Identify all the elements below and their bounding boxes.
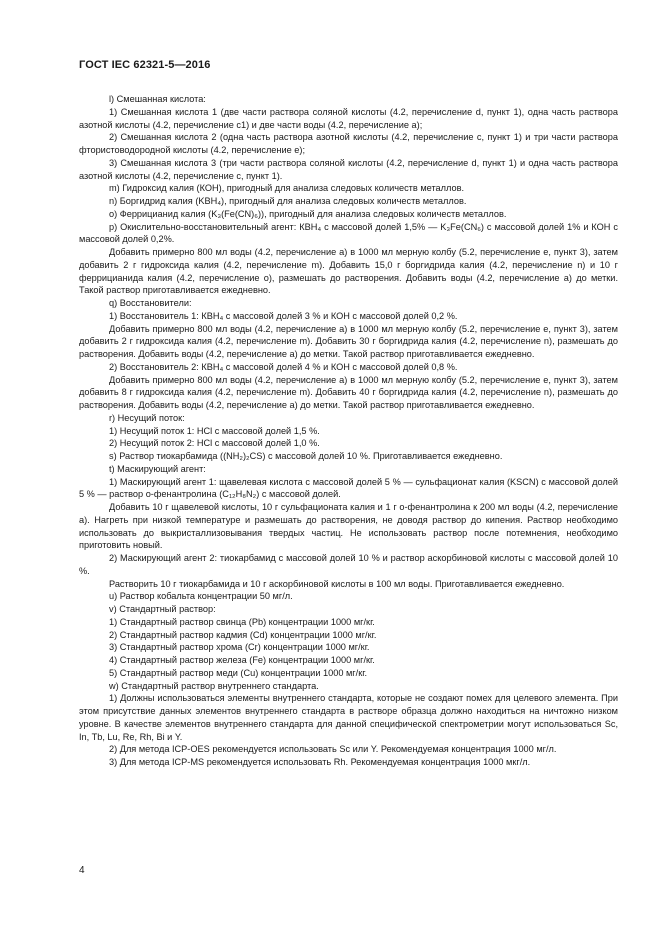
paragraph: 2) Смешанная кислота 2 (одна часть раствора азотной кислоты (4.2, перечисление с, пункт 1) и три части раствора фтористоводородной кислоты (4.2, перечисление е); — [79, 132, 618, 155]
paragraph: 3) Стандартный раствор хрома (Cr) концентрации 1000 мг/кг. — [109, 642, 370, 653]
document-header: ГОСТ IEC 62321-5—2016 — [79, 59, 211, 71]
page-number: 4 — [79, 865, 85, 876]
paragraph: Добавить примерно 800 мл воды (4.2, перечисление а) в 1000 мл мерную колбу (5.2, перечисление е, пункт 3), затем добавить 2 г гидроксида калия (4.2, перечисление m). Добавить 15,0 г боргидрида калия (4.2, перечисление n) и 10 г феррицианида калия (4.2, перечисление о), размешать до растворения. Добавить воды (4.2, перечисление а) до метки. Такой раствор приготавливается ежедневно. — [79, 247, 618, 296]
paragraph: w) Стандартный раствор внутреннего стандарта. — [109, 680, 319, 691]
paragraph: 2) Стандартный раствор кадмия (Cd) концентрации 1000 мг/кг. — [109, 629, 377, 640]
paragraph: 1) Восстановитель 1: КВН₄ с массовой долей 3 % и КОН с массовой долей 0,2 %. — [109, 310, 458, 321]
paragraph: r) Несущий поток: — [109, 412, 185, 423]
paragraph: q) Восстановители: — [109, 298, 192, 308]
paragraph: Растворить 10 г тиокарбамида и 10 г аскорбиновой кислоты в 100 мл воды. Приготавливается ежедневно. — [109, 578, 565, 589]
paragraph: 2) Восстановитель 2: КВН₄ с массовой долей 4 % и КОН с массовой долей 0,8 %. — [109, 361, 458, 372]
paragraph: 1) Должны использоваться элементы внутреннего стандарта, которые не создают помех для целевого элемента. При этом присутствие данных элементов внутреннего стандарта в растворе образца должно находиться на ничтожно низком уровне. В качестве элементов внутреннего стандарта для данной специфической спектрометрии могут использоваться Sc, In, Tb, Lu, Re, Rh, Bi и Y. — [79, 693, 618, 742]
paragraph: v) Стандартный раствор: — [109, 604, 216, 614]
paragraph: 3) Смешанная кислота 3 (три части раствора соляной кислоты (4.2, перечисление d, пункт 1) и одна часть раствора азотной кислоты (4.2, перечисление с, пункт 1). — [79, 157, 618, 181]
paragraph: р) Окислительно-восстановительный агент: КВН₄ с массовой долей 1,5% — K₃Fe(CN₆) с массовой долей 1% и КОН с массовой долей 0,2%. — [79, 221, 618, 245]
paragraph: 4) Стандартный раствор железа (Fe) концентрации 1000 мг/кг. — [109, 655, 375, 665]
paragraph: 1) Смешанная кислота 1 (две части раствора соляной кислоты (4.2, перечисление d, пункт 1), одна часть раствора азотной кислоты (4.2, перечисление с1) и две части воды (4.2, перечисление а); — [79, 106, 618, 130]
paragraph: Добавить 10 г щавелевой кислоты, 10 г сульфационата калия и 1 г о-фенантролина к 200 мл воды (4.2, перечисление а). Нагреть при низкой температуре и размешать до растворения, не доводя раствор до кипения. Раствор необходимо использовать до выкристаллизовывания твердых частиц. Не использовать раствор после потемнения, необходимо приготовить новый. — [79, 502, 618, 551]
paragraph: s) Раствор тиокарбамида ((NH₂)₂CS) с массовой долей 10 %. Приготавливается ежедневно. — [109, 451, 503, 461]
document-body — [79, 93, 618, 769]
paragraph: о) Феррицианид калия (K₃(Fe(CN)₆)), пригодный для анализа следовых количеств металлов. — [109, 208, 507, 219]
paragraph: Добавить примерно 800 мл воды (4.2, перечисление а) в 1000 мл мерную колбу (5.2, перечисление е, пункт 3), затем добавить 8 г гидроксида калия (4.2, перечисление m). Добавить 40 г боргидрида калия (4.2, перечисление n), размешать до растворения. Добавить воды (4.2, перечисление а) до метки. Такой раствор приготавливается ежедневно. — [79, 374, 618, 410]
paragraph: 1) Несущий поток 1: HCl с массовой долей 1,5 %. — [109, 425, 320, 436]
paragraph: 3) Для метода ICP-MS рекомендуется использовать Rh. Рекомендуемая концентрация 1000 мкг/л. — [109, 757, 531, 767]
paragraph: 2) Для метода ICP-OES рекомендуется использовать Sc или Y. Рекомендуемая концентрация 1000 мг/л. — [109, 744, 557, 755]
paragraph: n) Боргидрид калия (KBH₄), пригодный для анализа следовых количеств металлов. — [109, 196, 467, 206]
paragraph: t) Маскирующий агент: — [109, 463, 206, 474]
paragraph: 1) Стандартный раствор свинца (Pb) концентрации 1000 мг/кг. — [109, 616, 375, 627]
paragraph: 5) Стандартный раствор меди (Cu) концентрации 1000 мг/кг. — [109, 667, 368, 678]
paragraph: m) Гидроксид калия (КОН), пригодный для анализа следовых количеств металлов. — [109, 183, 465, 194]
paragraph: l) Смешанная кислота: — [109, 94, 206, 104]
paragraph: Добавить примерно 800 мл воды (4.2, перечисление а) в 1000 мл мерную колбу (5.2, перечисление е, пункт 3), затем добавить 2 г гидроксида калия (4.2, перечисление m). Добавить 30 г боргидрида калия (4.2, перечисление n), размешать до растворения. Добавить воды (4.2, перечисление а) до метки. Такой раствор приготавливается ежедневно. — [79, 323, 618, 359]
paragraph: 1) Маскирующий агент 1: щавелевая кислота с массовой долей 5 % — сульфационат калия (KSCN) с массовой долей 5 % — раствор о-фенантролина (C₁₂H₈N₂) с массовой долей. — [79, 476, 618, 500]
paragraph: 2) Маскирующий агент 2: тиокарбамид с массовой долей 10 % и раствор аскорбиновой кислоты с массовой долей 10 %. — [79, 553, 618, 576]
paragraph: u) Раствор кобальта концентрации 50 мг/л. — [109, 591, 293, 602]
paragraph: 2) Несущий поток 2: HCl с массовой долей 1,0 %. — [109, 438, 320, 449]
